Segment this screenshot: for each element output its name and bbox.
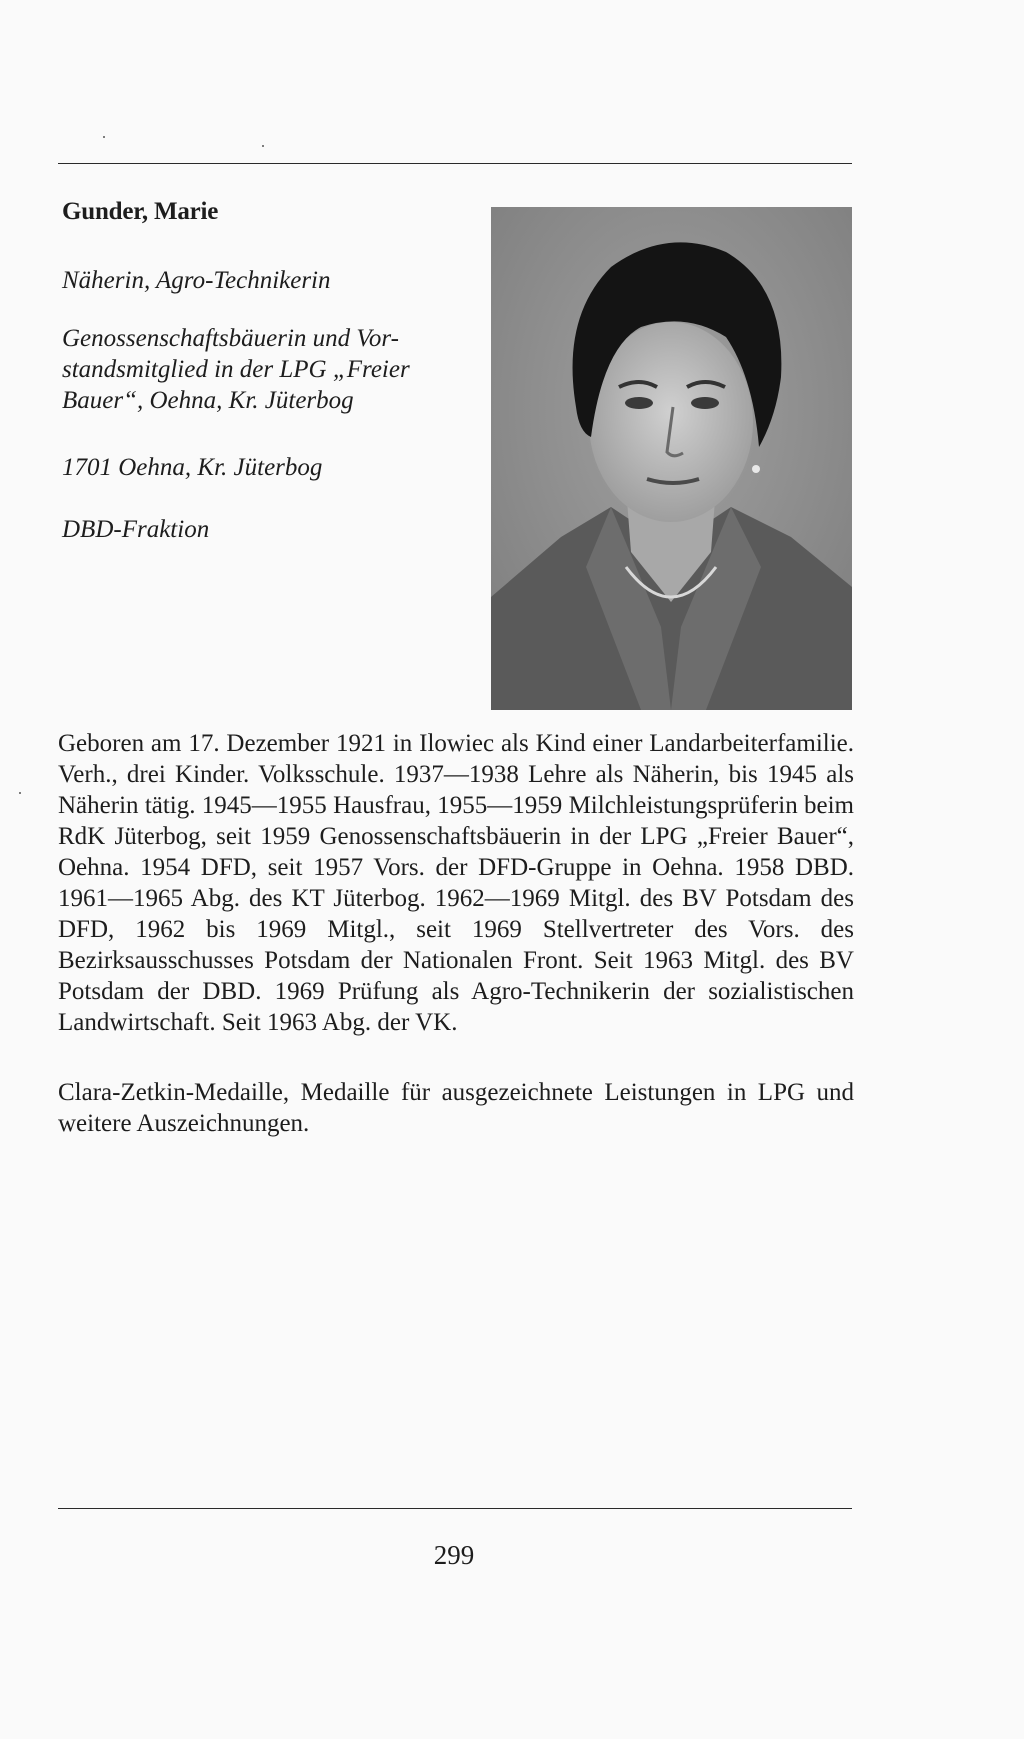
biography: Geboren am 17. Dezember 1921 in Ilowiec als Kind einer Landarbeiterfamilie. Verh., drei Kinder. Volksschule. 1937—1938 Lehre als Näherin, bis 1945 als Näherin tätig. 1945—1955 Hausfrau, 1955—1959 Milchleistungsprüferin beim RdK Jüterbog, seit 1959 Genossenschaftsbäuerin in der LPG „Freier Bauer“, Oehna. 1954 DFD, seit 1957 Vors. der DFD-Gruppe in Oehna. 1958 DBD. 1961—1965 Abg. des KT Jüterbog. 1962—1969 Mitgl. des BV Potsdam des DFD, 1962 bis 1969 Mitgl., seit 1969 Stellvertreter des Vors. des Bezirksausschusses Potsdam der Nationalen Front. Seit 1963 Mitgl. des BV Potsdam der DBD. 1969 Prüfung als Agro-Technikerin der sozialistischen Landwirtschaft. Seit 1963 Abg. der VK. — [58, 730, 854, 1036]
bottom-rule — [58, 1508, 852, 1509]
position-line: Bauer“, Oehna, Kr. Jüterbog — [62, 387, 354, 414]
scan-speck — [19, 792, 21, 794]
position-line: Genossenschaftsbäuerin und Vor- — [62, 325, 399, 352]
profession: Näherin, Agro-Technikerin — [62, 267, 331, 294]
scan-speck — [103, 136, 105, 138]
address: 1701 Oehna, Kr. Jüterbog — [62, 454, 323, 481]
portrait-photo-icon — [491, 207, 852, 710]
awards: Clara-Zetkin-Medaille, Medaille für ausgezeichnete Leistungen in LPG und weitere Auszeichnungen. — [58, 1079, 854, 1137]
portrait-photo — [491, 207, 852, 710]
scan-speck — [262, 145, 264, 147]
top-rule — [58, 163, 852, 164]
position-line: standsmitglied in der LPG „Freier — [62, 356, 410, 383]
faction: DBD-Fraktion — [62, 516, 210, 543]
person-name: Gunder, Marie — [62, 198, 219, 225]
page-number: 299 — [433, 1540, 475, 1570]
position-description — [62, 323, 410, 416]
